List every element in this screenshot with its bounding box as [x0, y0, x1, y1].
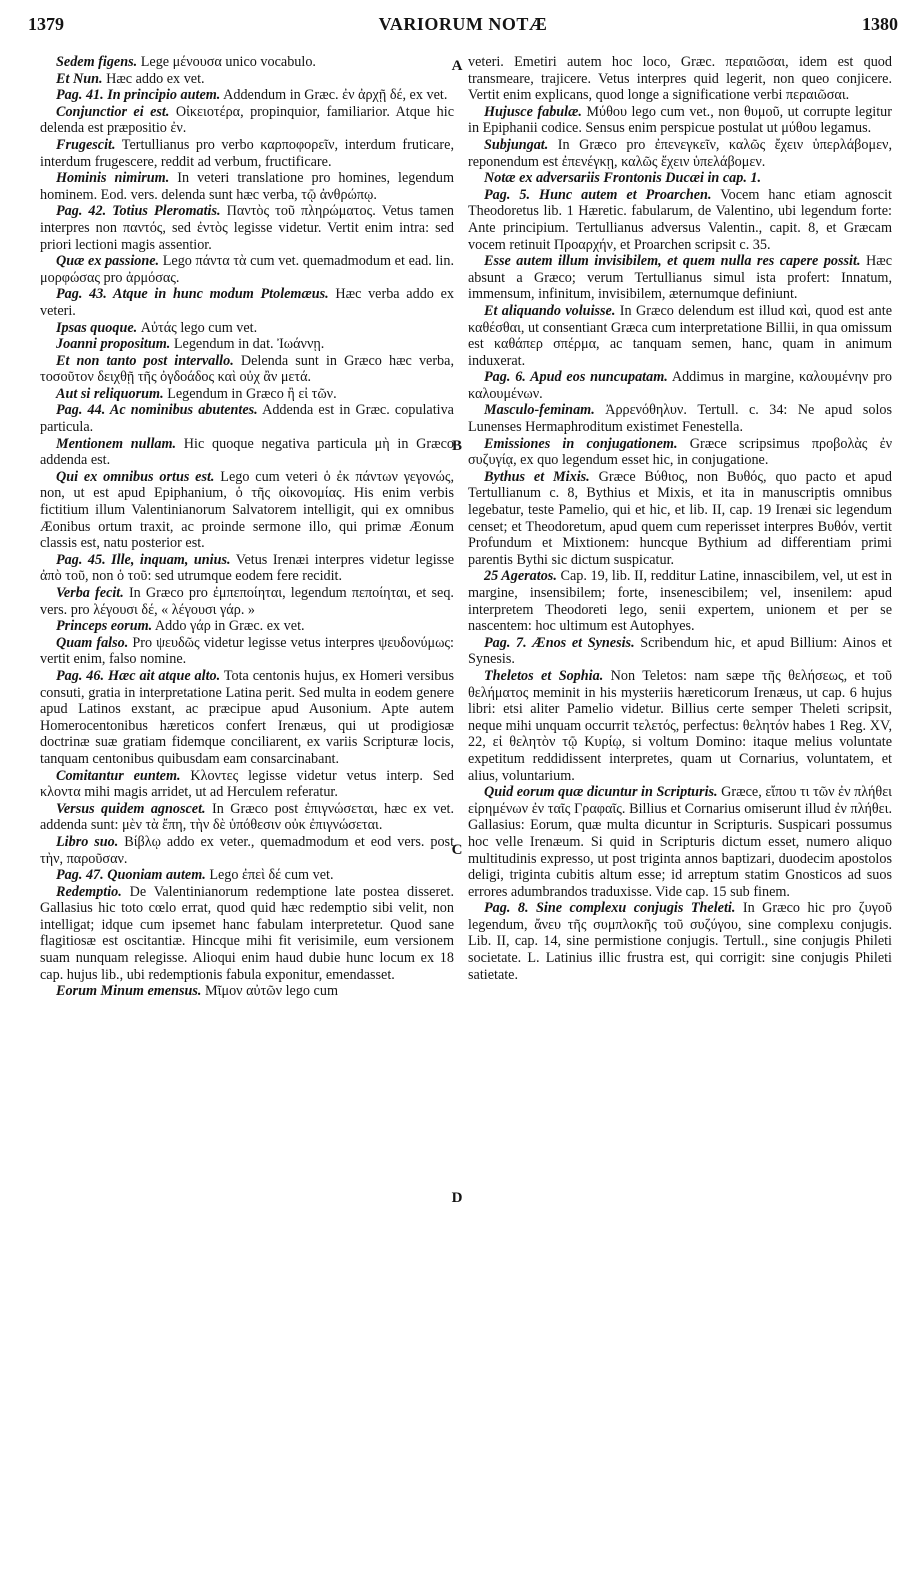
note-paragraph [468, 137, 892, 170]
note-lemma: Comitantur euntem. [56, 767, 181, 784]
note-lemma: Pag. 41. In principio autem. [56, 87, 221, 104]
note-paragraph [468, 568, 892, 634]
note-text: Αὐτάς lego cum vet. [137, 319, 258, 336]
note-lemma: Versus quidem agnoscet. [56, 800, 206, 817]
note-text: veteri. Emetiri autem hoc loco, Græc. περαιῶσαι, idem est quod transmeare, trajicere. Vetus interpres quid legerit, non queo conjicere. Vertit enim explicans, quod longe a significatione verbi περαιῶσαι. [468, 54, 892, 104]
margin-letter-c: C [451, 842, 463, 858]
note-paragraph [40, 286, 454, 319]
note-lemma: Hominis nimirum. [56, 170, 170, 187]
note-paragraph [468, 635, 892, 668]
note-text: Non Teletos: nam sæpe τῆς θελήσεως, et τοῦ θελήματος meminit in his mysteriis hæreticorum Irenæus, ut cap. 6 hujus libri: etsi aliter Pamelio videtur. Billius certe semper Theleti scripsit, neque mihi unquam occurrit τελετός, perfectus: θελητόν habes 1 Reg. XV, 22, εἰ θελητὸν τῷ Κυρίῳ, si voltum Domino: itaque melius voluntate expetitum reddidissent interpretes, quam ut Cornarius, voluntatem, et alius, voluntarium. [468, 667, 892, 784]
note-lemma: 25 Ageratos. [484, 568, 557, 585]
note-text: Hæc addo ex vet. [102, 70, 205, 87]
note-text: Tota centonis hujus, ex Homeri versibus consuti, gratia in interpretatione Latina perit. Sed multa in eodem genere apud Latinos exstant, ac præcipue apud Ausonium. Apte autem Homerocentonibus hæreticos confert Irenæus, qui ut prodigiosæ doctrinæ suæ gratiam fidemque conciliarent, ex variis Scripturæ locis, tanquam centonibus quibusdam eam consarcinabant. [40, 667, 454, 767]
note-lemma: Notæ ex adversariis Frontonis Ducæi in cap. 1. [484, 170, 762, 187]
note-text: Pro ψευδῶς videtur legisse vetus interpres ψευδονύμως: vertit enim, falso nomine. [40, 634, 454, 668]
left-column [40, 54, 454, 1000]
note-lemma: Bythus et Mixis. [484, 468, 590, 485]
note-paragraph [468, 170, 892, 187]
note-paragraph [40, 402, 454, 435]
note-paragraph [40, 585, 454, 618]
margin-letter-d: D [451, 1190, 463, 1206]
note-lemma: Pag. 7. Ænos et Synesis. [484, 634, 635, 651]
note-lemma: Esse autem illum invisibilem, et quem nulla res capere possit. [484, 253, 861, 270]
note-text: Græce Βύθιος, non Βυθός, quo pacto et apud Tertullianum c. 8, Bythius et Mixis, et ita in manuscriptis omnibus legebatur, teste Pamelio, qui et hic, et lib. II, cap. 19 Irenæi sic legendum censet; et Theodoretum, apud quem cum reperisset interpres Βυθόν, vertit Profundum et Mixtionem: huncque Bythium ad differentiam primi parentis Bythi sic dictum suspicatur. [468, 468, 892, 568]
note-paragraph [40, 203, 454, 253]
note-text: Lego πάντα τὰ cum vet. quemadmodum et ead. lin. μορφώσας pro ἀρμόσας. [40, 253, 454, 286]
note-lemma: Libro suo. [56, 833, 119, 850]
note-paragraph [468, 104, 892, 137]
note-lemma: Et aliquando voluisse. [484, 302, 616, 319]
note-lemma: Emissiones in conjugationem. [484, 435, 678, 452]
page-header [28, 14, 898, 40]
note-paragraph [40, 320, 454, 337]
note-text: Μῖμον αὐτῶν lego cum [201, 983, 338, 1000]
note-paragraph [40, 867, 454, 884]
note-text: Lege μένουσα unico vocabulo. [137, 54, 316, 70]
note-lemma: Frugescit. [56, 136, 116, 153]
note-text: In Græco post ἐπιγνώσεται, hæc ex vet. addenda sunt: μὲν τὰ ἔπη, τὴν δὲ ὑπόθεσιν οὐκ ἐπιγνώσεται. [40, 800, 454, 834]
note-text: Vetus Irenæi interpres videtur legisse ἀπὸ τοῦ, non ὁ τοῦ: sed utrumque eodem fere recidit. [40, 551, 455, 585]
page-number-right: 1380 [862, 14, 898, 34]
note-paragraph [468, 402, 892, 435]
note-paragraph [468, 187, 892, 253]
note-lemma: Pag. 8. Sine complexu conjugis Theleti. [484, 900, 736, 917]
note-lemma: Princeps eorum. [56, 618, 153, 635]
note-paragraph [468, 469, 892, 569]
note-text: Legendum in Græco ἢ εἰ τῶν. [163, 385, 337, 402]
note-text: Hic quoque negativa particula μὴ in Græco addenda est. [40, 435, 454, 469]
note-paragraph [468, 303, 892, 369]
note-text: Ἀρρενόθηλυν. Tertull. c. 34: Ne apud solos Lunenses Hermaphroditum existimet Fenestella. [468, 402, 892, 436]
note-lemma: Subjungat. [484, 136, 549, 153]
note-paragraph [40, 768, 454, 801]
note-paragraph [468, 369, 892, 402]
note-lemma: Verba fecit. [56, 585, 124, 601]
note-lemma: Pag. 43. Atque in hunc modum Ptolemæus. [56, 286, 329, 303]
note-paragraph [40, 834, 454, 867]
right-column [468, 54, 892, 983]
note-paragraph [468, 900, 892, 983]
note-paragraph [468, 436, 892, 469]
note-text: Vocem hanc etiam agnoscit Theodoretus lib. 1 Hæretic. fabularum, de Valentino, ubi legendum forte: Ante principium. Tertullianus adversus Valentin., capit. 8, et Græcam vocem retinuit Προαρχήν, et Proarchen scripsit c. 35. [468, 186, 892, 253]
note-paragraph [40, 253, 454, 286]
note-text: Legendum in dat. Ἰωάννῃ. [170, 336, 325, 353]
note-text: Hæc absunt a Græco; verum Tertullianus simul ista profert: Innatum, immensum, infinitum, invisibilem, æternumque definiunt. [468, 253, 892, 303]
note-paragraph [40, 170, 454, 203]
note-text: Addimus in margine, καλουμένην pro καλουμένων. [468, 369, 893, 402]
note-text: In veteri translatione pro homines, legendum hominem. Eod. vers. delenda sunt hæc verba, τῷ ἀνθρώπῳ. [40, 170, 454, 203]
note-lemma: Quam falso. [56, 634, 129, 651]
note-lemma: Pag. 47. Quoniam autem. [56, 867, 206, 884]
note-paragraph [40, 801, 454, 834]
note-text: In Græco pro ἐμπεποίηται, legendum πεποίηται, et seq. vers. pro λέγουσι δέ, « λέγουσι γάρ. » [40, 585, 454, 618]
note-lemma: Mentionem nullam. [56, 435, 177, 452]
note-lemma: Redemptio. [56, 883, 122, 900]
note-paragraph [468, 253, 892, 303]
note-paragraph [40, 618, 454, 635]
note-paragraph [468, 668, 892, 784]
note-lemma: Pag. 44. Ac nominibus abutentes. [56, 402, 258, 419]
note-text: Οἰκειοτέρα, propinquior, familiarior. Atque hic delenda est præpositio ἐν. [40, 103, 454, 137]
note-paragraph [40, 469, 454, 552]
note-paragraph [40, 884, 454, 984]
note-text: Κλοντες legisse videtur vetus interp. Sed κλοντα mihi magis arridet, ut ad Herculem referatur. [40, 767, 454, 801]
note-text: In Græco pro ἐπενεγκεῖν, καλῶς ἔχειν ὑπερλάβομεν, reponendum est ἐπενέγκῃ, καλῶς ἔχειν ὑπελάβομεν. [468, 136, 892, 170]
running-title: VARIORUM NOTÆ [378, 14, 548, 34]
note-paragraph [40, 983, 454, 1000]
note-paragraph [40, 104, 454, 137]
note-paragraph [40, 436, 454, 469]
note-paragraph [40, 552, 454, 585]
note-text: Μύθου lego cum vet., non θυμοῦ, ut corrupte legitur in Epiphanii codice. Sensus enim perspicue postulat ut μύθου legamus. [468, 103, 892, 137]
note-text: Tertullianus pro verbo καρποφορεῖν, interdum fruticare, interdum frugescere, reddit ad verbum, fructificare. [40, 136, 454, 170]
note-text: Lego ἐπεὶ δέ cum vet. [205, 867, 334, 884]
note-lemma: Hujusce fabulæ. [484, 103, 582, 120]
note-text: Græce scripsimus προβολὰς ἐν συζυγίᾳ, ex quo legendum esset hic, in conjugatione. [468, 435, 892, 469]
note-lemma: Pag. 5. Hunc autem et Proarchen. [484, 186, 712, 203]
note-lemma: Quid eorum quæ dicuntur in Scripturis. [484, 784, 718, 801]
note-text: In Græco delendum est illud καὶ, quod est ante καθέσθαι, ut consentiant Græca cum interpretatione Billii, in qua omissum est καθάπερ σπέρμα, ac tanquam semen, hanc, quam in animum induxerat. [468, 302, 892, 369]
note-lemma: Quæ ex passione. [56, 253, 160, 270]
note-paragraph [40, 87, 454, 104]
note-text: Παντὸς τοῦ πληρώματος. Vetus tamen interpres non παντός, sed ἐντὸς legisse videtur. Vertit enim intra: sed priori lectioni magis assentior. [40, 203, 454, 253]
note-lemma: Pag. 46. Hæc ait atque alto. [56, 667, 221, 684]
note-lemma: Pag. 42. Totius Pleromatis. [56, 203, 221, 220]
note-lemma: Theletos et Sophia. [484, 667, 604, 684]
note-text: De Valentinianorum redemptione late postea disseret. Gallasius hic toto cœlo errat, quod quid hæc redemptio sibi velit, non intelligat; idque cum ipsemet hanc fabulam interpretetur. Quod sane flagitiosæ est oscitantiæ. Hincque mihi fit verisimile, eum versionem suam nunquam relegisse. Alioqui enim haud dubie hunc locum ex 18 cap. hujus lib., ubi redemptionis fabula exponitur, emendasset. [40, 883, 454, 983]
note-lemma: Conjunctior ei est. [56, 103, 170, 120]
note-paragraph [468, 54, 892, 104]
note-paragraph [40, 635, 454, 668]
note-text: Addenda est in Græc. copulativa particula. [40, 402, 454, 436]
note-lemma: Eorum Minum emensus. [56, 983, 202, 1000]
note-text: Hæc verba addo ex veteri. [40, 286, 454, 319]
note-lemma: Et non tanto post intervallo. [56, 352, 234, 369]
margin-letter-b: B [451, 438, 462, 454]
note-lemma: Pag. 45. Ille, inquam, unius. [56, 551, 231, 568]
note-text: Græce, εἴπου τι τῶν ἐν πλήθει εἰρημένων ἐν ταῖς Γραφαῖς. Billius et Cornarius omiserunt illud ἐν πλήθει. Gallasius: Eorum, quæ multa dicuntur in Scripturis. Suspicari possumus hoc velle Irenæum. Si quid in Scripturis dictum esset, numero aliquo multitudinis expresso, ut post triginta annos baptizari, duodecim apostolos deligi, triginta cubitis altum esse; id arreptum statim Gnosticos ad suos errores adumbrandos traduxisse. Vide cap. 15 sub finem. [468, 784, 892, 900]
note-text: Delenda sunt in Græco hæc verba, τοσοῦτον δειχθῇ τῆς ὀγδοάδος καὶ οὐχ ἂν μετά. [40, 352, 454, 386]
note-paragraph [40, 386, 454, 403]
note-text: Scribendum hic, et apud Billium: Ainos et Synesis. [468, 634, 892, 668]
page-number-left: 1379 [28, 14, 64, 34]
note-lemma: Ipsas quoque. [56, 319, 138, 336]
note-paragraph [40, 336, 454, 353]
note-paragraph [40, 353, 454, 386]
note-paragraph [468, 784, 892, 900]
note-paragraph [40, 137, 454, 170]
note-lemma: Pag. 6. Apud eos nuncupatam. [484, 369, 668, 386]
note-text: Addendum in Græc. ἐν ἀρχῇ δέ, ex vet. [220, 87, 448, 104]
note-text: Addo γάρ in Græc. ex vet. [152, 618, 305, 635]
note-lemma: Qui ex omnibus ortus est. [56, 468, 215, 485]
note-paragraph [40, 54, 454, 71]
note-text: Lego cum veteri ὁ ἐκ πάντων γεγονώς, non, ut est apud Epiphanium, ὁ τῆς οἰκονομίας. His enim verbis fictitium illum Valentinianorum Salvatorem intelligit, qui ex omnibus Æonibus ortum traxit, ac proinde sermone illo, qui primæ Æonum classis est, natu posterior est. [40, 468, 454, 552]
note-lemma: Aut si reliquorum. [56, 385, 164, 402]
margin-letter-a: A [451, 58, 463, 74]
note-lemma: Joanni propositum. [56, 336, 171, 353]
note-text: Βίβλῳ addo ex veter., quemadmodum et eod vers. post τὴν, παροῦσαν. [40, 833, 455, 867]
note-lemma: Sedem figens. [56, 54, 138, 70]
note-lemma: Masculo-feminam. [484, 402, 595, 419]
note-text: In Græco hic pro ζυγοῦ legendum, ἄνευ τῆς συμπλοκῆς τοῦ συζύγου, sine complexu conjugis. Lib. II, cap. 14, sine permistione conjugis. Tertull., sine conjugis Phileti societate. L. Latinius illic frustra est, qui corrigit: sine conjugis Phileti satietate. [468, 900, 892, 983]
note-lemma: Et Nun. [56, 70, 103, 87]
note-text: Cap. 19, lib. II, redditur Latine, innascibilem, vel, ut est in margine, insensibilem; forte, insenescibilem; vel, insenilem: apud interpretem Theodoreti lego, senii expertem, unionem et per se nascentem: hoc ultimum est Autophyes. [468, 568, 892, 635]
note-paragraph [40, 71, 454, 88]
note-paragraph [40, 668, 454, 768]
